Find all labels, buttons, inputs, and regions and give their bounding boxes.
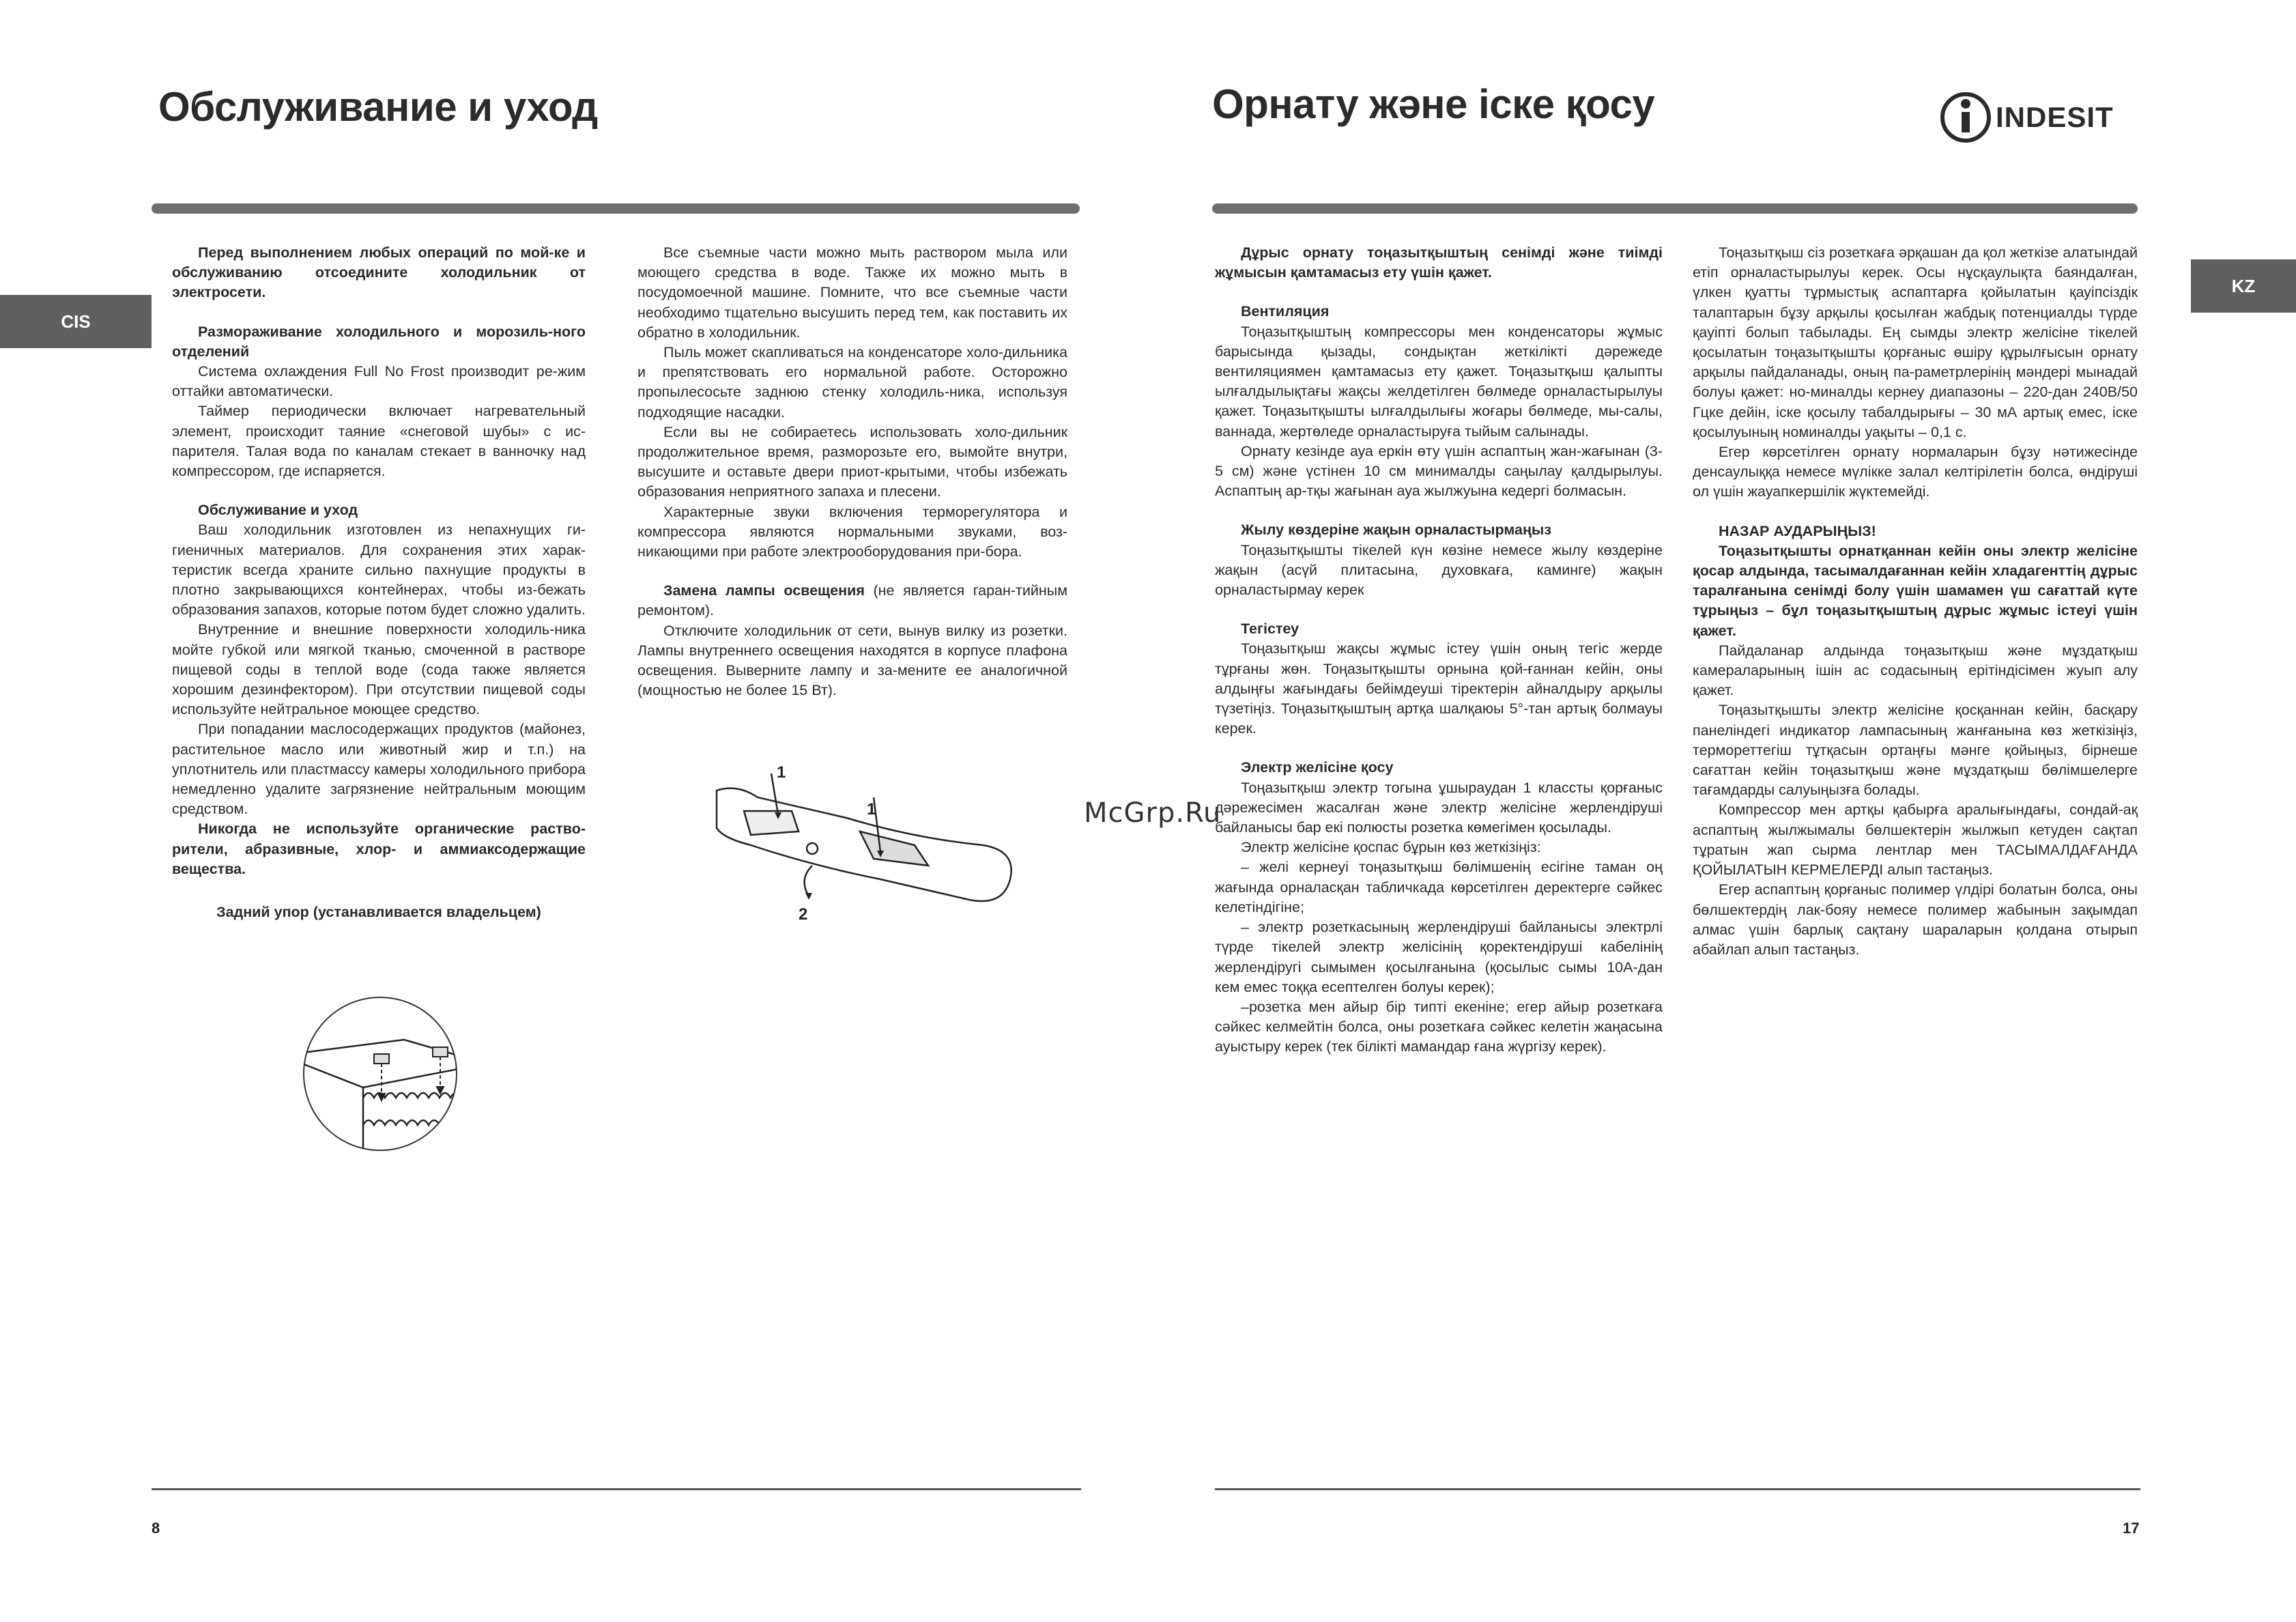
paragraph: Тоңазытқышты тікелей күн көзіне немесе жылу көздеріне жақын (асүй плитасына, духовкаға, каминге) жақын орналастырмау керек xyxy=(1215,541,1663,599)
paragraph: Тоңазытқышты электр желісіне қосқаннан кейін, басқару панеліндегі индикатор лампасының жанғанына көз жеткізіңіз, термореттегіш тұтқасын ортаңғы мәнге қойыңыз, бірнеше сағаттан кейін тоңазытқыш және мұздатқыш бөлімшелерге тағамдарды салуыңызға болады. xyxy=(1693,702,2138,799)
paragraph: – электр розеткасының жерлендіруші байланысы электрлі түрде тікелей электр желісінің қоректендіруші кабелінің жерлендіругі сымымен қосылғанына (қосылыс сымы 10А-дан кем емес тоққа есептелген болуы керек); xyxy=(1215,919,1663,995)
intro-paragraph: Дұрыс орнату тоңазытқыштың сенімді және тиімді жұмысын қамтамасыз ету үшін қажет. xyxy=(1215,244,1663,281)
left-footer-rule xyxy=(152,1488,1081,1490)
intro-paragraph: Перед выполнением любых операций по мой-ке и обслуживанию отсоедините холодильник от электросети. xyxy=(172,244,586,301)
paragraph: Компрессор мен артқы қабырға аралығындағы, сондай-ақ аспаптың жылжымалы бөлшектерін жылжып кетуден сақтап тұратын жап сырма лентлар мен ТАСЫМАЛДАҒАНДА ҚОЙЫЛАТЫН КЕРМЕЛЕРДІ алып тастаңыз. xyxy=(1693,801,2138,879)
figure-label-1a: 1 xyxy=(777,763,786,782)
paragraph: Егер көрсетілген орнату нормаларын бұзу нәтижесінде денсаулыққа немесе мүлікке залал келтірілетін болса, өндіруші ол үшін жауапкершілік жүктемейді. xyxy=(1693,444,2138,500)
left-page-number: 8 xyxy=(152,1520,160,1537)
section-heading-heat-sources: Жылу көздеріне жақын орналастырмаңыз xyxy=(1241,522,1551,539)
right-column-1 xyxy=(1215,243,1663,1057)
paragraph: Если вы не собираетесь использовать холо-дильник продолжительное время, разморозьте его, вымойте внутри, высушите и оставьте двери приот-крытыми, чтобы избежать образования неприятного запаха и плесени. xyxy=(637,423,1067,500)
lang-tab-kz: KZ xyxy=(2191,259,2296,313)
watermark: McGrp.Ru xyxy=(1084,797,1222,829)
warning-paragraph: Никогда не используйте органические раство-рители, абразивные, хлор- и аммиаксодержащие вещества. xyxy=(172,821,586,877)
section-heading-ventilation: Вентиляция xyxy=(1241,303,1330,320)
right-footer-rule xyxy=(1215,1488,2140,1490)
left-header-rule xyxy=(152,203,1080,214)
paragraph: Тоңазытқыш сіз розеткаға әрқашан да қол жеткізе алатындай етіп орналастырылуы керек. Осы нұсқаулықта баяндалған, үлкен қуатты тұрмыстық аспаптарға қойылатын қауіпсіздік талаптарын бұзу арқылы қосылған жабдық потенциалды түрде қауіпті болып табылады. Ең сымды электр желісіне тікелей қосылатын тоңазытқышты қорғаныс өшіру құрылғысын орнату арқылы пайдаланады, оның па-раметрлерінің мәндері мынадай болуы қажет: но-миналды кернеу диапазоны – 220-дан 240В/50 Гцке дейін, іске қосылу табалдырығы – 30 мА артық емес, іске қосылуының номиналды уақыты – 0,1 с. xyxy=(1693,244,2138,440)
figure-label-2: 2 xyxy=(799,905,808,924)
paragraph: Отключите холодильник от сети, вынув вилку из розетки. Лампы внутреннего освещения находятся в корпусе плафона освещения. Выверните лампу и за-мените ее аналогичной (мощностью не более 15 Вт). xyxy=(637,622,1067,699)
right-page-number: 17 xyxy=(2123,1520,2140,1537)
paragraph: Тоңазытқыш жақсы жұмыс істеу үшін оның тегіс жерде тұрғаны жөн. Тоңазытқышты орнына қой-ғаннан кейін, оны алдыңғы жағындағы бейімдеуші тіректерін айналдыру арқылы түзетіңіз. Тоңазытқыштың артқа шалқаюы 5°-тан артық болмауы керек. xyxy=(1215,640,1663,737)
brand-name: INDESIT xyxy=(1996,101,2114,133)
paragraph: Тоңазытқыштың компрессоры мен конденсаторы жұмыс барысында қызады, сондықтан жеткілікті дәрежеде вентиляциямен қамтамасыз ету қажет. Тоңазытқыш қалыпты ылғалдылықтағы жақсы желдетілген бөлмеде орналастырылуы қажет. Тоңазытқышты ылғалдылығы жоғары бөлмеде, мы-салы, ваннада, жертөледе орналастыруға тыйым салынады. xyxy=(1215,323,1663,440)
left-column-2 xyxy=(637,243,1067,700)
paragraph: Тоңазытқыш электр тогына ұшыраудан 1 классты қорғаныс дәрежесімен жасалған және электр желісіне жерлендіруші байланысы бар екі полюсты розетка көмегімен қосылады. xyxy=(1215,779,1663,836)
section-heading-lamp xyxy=(637,581,1067,621)
paragraph: Внутренние и внешние поверхности холодиль-ника мойте губкой или мягкой тканью, смоченной в растворе пищевой соды в теплой воде (сода также является хорошим дезинфектором). При отсутствии пищевой соды используйте нейтральное моющее средство. xyxy=(172,621,586,718)
lamp-heading-note: (не является гаран-тийным ремонтом). xyxy=(637,582,1067,619)
paragraph: Пайдаланар алдында тоңазытқыш және мұздатқыш камераларының ішін ас содасының ерітіндісімен жуып алу қажет. xyxy=(1693,642,2138,699)
section-heading-defrost: Размораживание холодильного и морозиль-ного отделений xyxy=(172,323,586,360)
paragraph: –розетка мен айыр бір типті екеніне; егер айыр розеткаға сәйкес келмейтін болса, оны розеткаға сәйкес келетін жаңасына ауыстыру керек (тек білікті мамандар ғана жүргізу керек). xyxy=(1215,998,1663,1055)
right-column-2 xyxy=(1693,243,2138,960)
lamp-heading-bold: Замена лампы освещения xyxy=(663,582,865,599)
section-heading-electrical: Электр желісіне қосу xyxy=(1241,759,1394,776)
paragraph: Пыль может скапливаться на конденсаторе холо-дильника и препятствовать его нормальной работе. Осторожно пропылесосьте заднюю стенку холодиль-ника, используя подходящие насадки. xyxy=(637,344,1067,421)
paragraph: – желі кернеуі тоңазытқыш бөлімшенің есігіне таман оң жағында орналасқан табличкада көрсетілген деректерге сәйкес келетіндігіне; xyxy=(1215,859,1663,915)
paragraph: Система охлаждения Full No Frost производит ре-жим оттайки автоматически. xyxy=(172,363,586,400)
lang-tab-cis: CIS xyxy=(0,295,152,348)
paragraph: При попадании маслосодержащих продуктов (майонез, растительное масло или животный жир и т.п.) на уплотнитель или пластмассу камеры холодильного прибора немедленно удалите загрязнение нейтральным моющим средством. xyxy=(172,721,586,818)
indesit-logo xyxy=(1938,90,2114,145)
left-page-title: Обслуживание и уход xyxy=(158,84,598,130)
paragraph: Егер аспаптың қорғаныс полимер үлдірі болатын болса, оны бөлшектердің лак-бояу немесе полимер жабынын зақымдап алмас үшін барлық сақтану шараларын қолдана отырып абайлап алып тастаңыз. xyxy=(1693,881,2138,958)
figure-label-1b: 1 xyxy=(867,800,876,819)
paragraph: Орнату кезінде ауа еркін өту үшін аспаптың жан-жағынан (3-5 см) және үстінен 10 см минималды саңылау қалдырылуы. Аспаптың ар-тқы жағынан ауа жылжуына кедергі болмасын. xyxy=(1215,442,1663,500)
figure-caption: Задний упор (устанавливается владельцем) xyxy=(216,904,541,921)
paragraph: Электр желісіне қоспас бұрын көз жеткізіңіз: xyxy=(1241,839,1541,856)
left-column-1 xyxy=(172,243,586,922)
paragraph: Характерные звуки включения терморегулятора и компрессора являются нормальными звуками, воз-никающими при работе электрооборудования при-бора. xyxy=(637,503,1067,560)
paragraph: Ваш холодильник изготовлен из непахнущих ги-гиеничных материалов. Для сохранения этих харак-теристик всегда храните сильно пахнущие продукты в плотно закрывающихся контейнерах, чтобы из-бежать образования запахов, которые потом будет сложно удалить. xyxy=(172,522,586,618)
section-heading-attention: НАЗАР АУДАРЫҢЫЗ! xyxy=(1719,522,1876,539)
rear-stop-figure xyxy=(268,988,493,1152)
lamp-figure xyxy=(710,763,1024,927)
warning-paragraph: Тоңазытқышты орнатқаннан кейін оны электр желісіне қосар алдында, тасымалдағаннан кейін хладагенттің дұрыс таралғанына сенімді болу үшін шамамен үш сағаттай күте тұрыңыз – бұл тоңазытқыштың дұрыс жұмыс істеуі үшін қажет. xyxy=(1693,542,2138,639)
paragraph: Таймер периодически включает нагревательный элемент, происходит таяние «снеговой шубы» с ис-парителя. Талая вода по каналам стекает в ванночку над компрессором, где испаряется. xyxy=(172,403,586,480)
paragraph: Все съемные части можно мыть раствором мыла или моющего средства в воде. Также их можно мыть в посудомоечной машине. Помните, что все съемные части необходимо тщательно высушить перед тем, как поставить их обратно в холодильник. xyxy=(637,244,1067,341)
section-heading-care: Обслуживание и уход xyxy=(198,502,358,519)
indesit-logo-icon xyxy=(1938,90,1993,145)
right-page-title: Орнату және іске қосу xyxy=(1212,81,1655,127)
section-heading-leveling: Тегістеу xyxy=(1241,621,1300,638)
right-header-rule xyxy=(1212,203,2138,214)
